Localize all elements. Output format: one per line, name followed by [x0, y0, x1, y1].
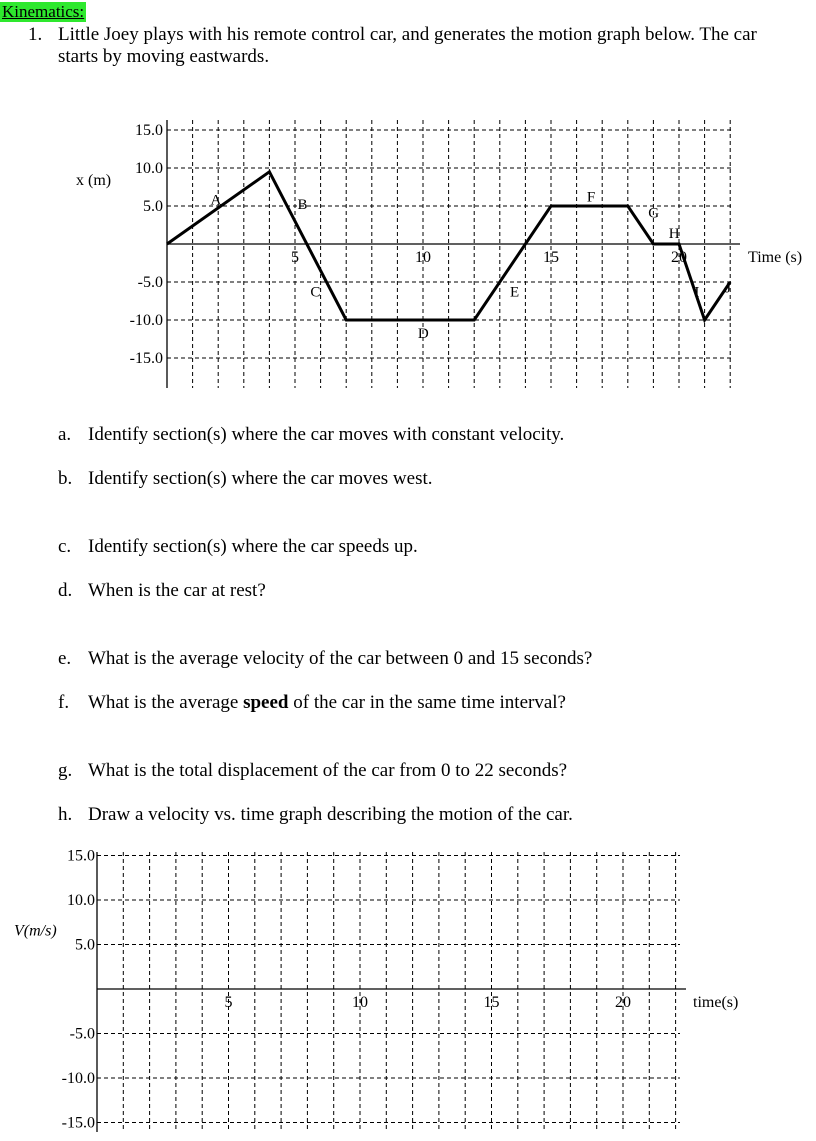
x-tick-label: 15 [543, 249, 559, 266]
x-axis-title: time(s) [693, 994, 739, 1011]
question-text: What is the average velocity of the car between 0 and 15 seconds? [88, 648, 593, 669]
y-tick-label: -15.0 [61, 1114, 95, 1132]
question-letter: a. [58, 424, 72, 445]
y-tick-label: 5.0 [75, 936, 95, 954]
x-axis-title: Time (s) [748, 249, 803, 266]
section-label: E [510, 284, 520, 301]
x-tick-label: 5 [224, 994, 233, 1011]
question-letter: b. [58, 468, 73, 489]
y-tick-label: -5.0 [137, 274, 163, 291]
question-letter: c. [58, 536, 72, 557]
y-tick-label: -5.0 [69, 1025, 95, 1043]
x-tick-label: 10 [352, 994, 368, 1011]
section-label: B [297, 197, 308, 214]
y-tick-label: 10.0 [67, 892, 95, 909]
y-tick-label: 15.0 [135, 122, 163, 139]
section-label: I [694, 284, 700, 301]
question-letter: g. [58, 760, 73, 781]
y-tick-label: -10.0 [129, 312, 163, 329]
question-text: Identify section(s) where the car moves with constant velocity. [88, 424, 565, 445]
question-text: Identify section(s) where the car moves west. [88, 468, 433, 489]
x-tick-label: 5 [291, 249, 299, 266]
y-tick-label: 15.0 [67, 847, 95, 865]
section-label: A [210, 192, 222, 209]
y-axis-title: V(m/s) [14, 922, 57, 940]
emphasis-word: speed [243, 692, 289, 713]
question-text: Little Joey plays with his remote control car, and generates the motion graph below. The car starts by moving eastwards. [58, 24, 757, 67]
question-letter: f. [58, 692, 70, 713]
y-tick-label: 5.0 [143, 198, 163, 215]
section-label: D [417, 326, 429, 343]
section-label: H [668, 225, 680, 242]
question-letter: d. [58, 580, 73, 601]
question-text: Identify section(s) where the car speeds up. [88, 536, 418, 557]
x-tick-label: 20 [615, 994, 631, 1011]
y-tick-label: 10.0 [135, 160, 163, 177]
question-text-part: What is the average [88, 692, 244, 713]
question-letter: h. [58, 804, 73, 825]
section-label: J [725, 280, 731, 297]
y-tick-label: -15.0 [129, 350, 163, 367]
x-tick-label: 10 [415, 249, 431, 266]
section-label: G [648, 205, 660, 222]
section-label: F [586, 189, 596, 206]
question-number: 1. [28, 24, 43, 45]
question-text: What is the total displacement of the car from 0 to 22 seconds? [88, 760, 568, 781]
section-label: C [310, 284, 321, 301]
question-letter: e. [58, 648, 72, 669]
y-axis-title: x (m) [76, 172, 112, 190]
question-text-part: of the car in the same time interval? [288, 692, 566, 713]
question-text: Draw a velocity vs. time graph describing the motion of the car. [88, 804, 573, 825]
section-title: Kinematics: [2, 2, 85, 21]
x-tick-label: 20 [671, 249, 687, 266]
question-text: When is the car at rest? [88, 580, 266, 601]
y-tick-label: -10.0 [61, 1070, 95, 1087]
x-tick-label: 15 [483, 994, 500, 1011]
